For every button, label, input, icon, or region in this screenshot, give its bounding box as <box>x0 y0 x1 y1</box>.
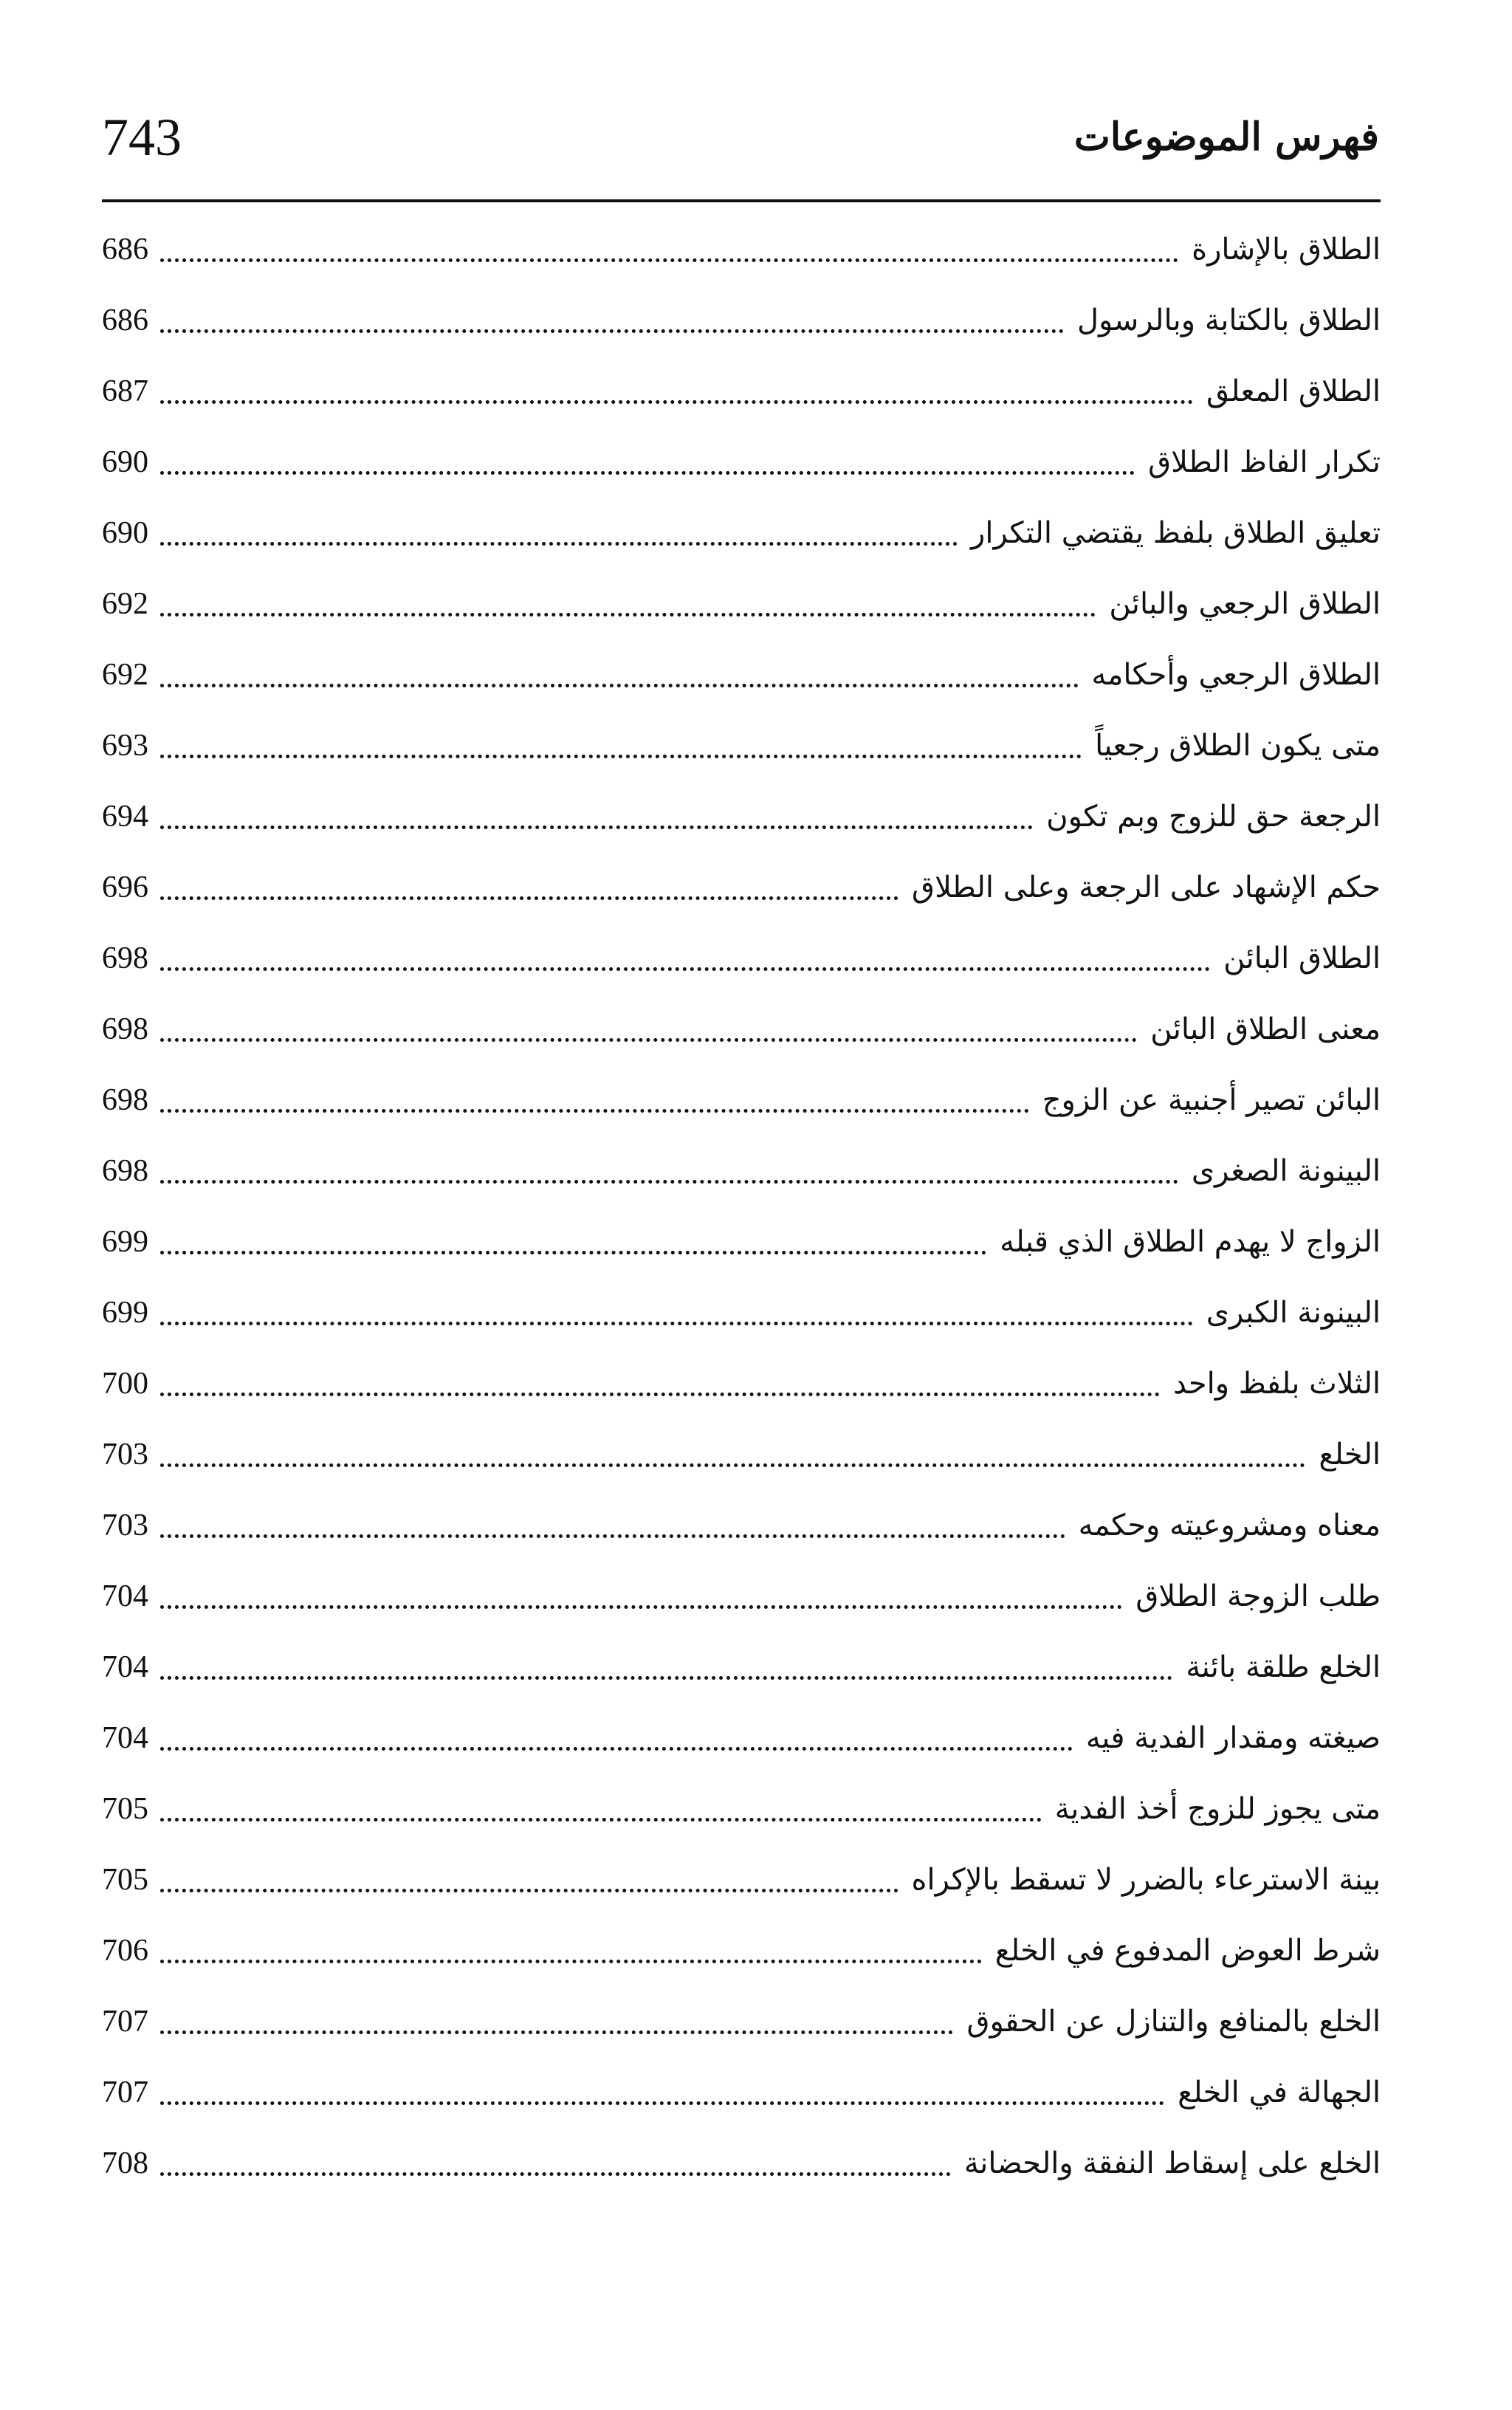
toc-entry-title: الخلع طلقة بائنة <box>1186 1650 1381 1684</box>
toc-page-number: 692 <box>102 658 148 692</box>
toc-entry <box>102 1986 1381 2057</box>
dot-leader <box>160 1605 1122 1609</box>
toc-entry <box>102 1703 1381 1774</box>
toc-entry <box>102 1561 1381 1632</box>
dot-leader <box>160 755 1082 758</box>
toc-entry-title: حكم الإشهاد على الرجعة وعلى الطلاق <box>912 871 1381 904</box>
toc-entry-title: البينونة الصغرى <box>1191 1154 1381 1188</box>
toc-entry <box>102 2057 1381 2128</box>
dot-leader <box>160 1960 982 1963</box>
toc-entry-title: الرجعة حق للزوج وبم تكون <box>1046 800 1381 834</box>
toc-entry-title: معنى الطلاق البائن <box>1150 1012 1381 1046</box>
toc-page-number: 704 <box>102 1721 148 1755</box>
toc-entry-title: الطلاق البائن <box>1223 941 1381 975</box>
toc-entry <box>102 923 1381 994</box>
toc-entry <box>102 1844 1381 1915</box>
toc-entry <box>102 498 1381 569</box>
toc-entry-title: طلب الزوجة الطلاق <box>1135 1579 1381 1613</box>
dot-leader <box>160 1251 986 1254</box>
toc-entry-title: الثلاث بلفظ واحد <box>1172 1367 1381 1401</box>
toc-page-number: 692 <box>102 587 148 621</box>
dot-leader <box>160 1889 898 1892</box>
toc-entry <box>102 1065 1381 1136</box>
dot-leader <box>160 825 1033 829</box>
toc-entry <box>102 2128 1381 2199</box>
toc-entry <box>102 852 1381 923</box>
dot-leader <box>160 2172 951 2176</box>
dot-leader <box>160 1109 1029 1113</box>
toc-entry-title: الخلع بالمنافع والتنازل عن الحقوق <box>966 2005 1381 2039</box>
toc-entry <box>102 1915 1381 1986</box>
toc-page-number: 694 <box>102 800 148 834</box>
toc-entry-title: الزواج لا يهدم الطلاق الذي قبله <box>1000 1225 1381 1259</box>
toc-page-number: 699 <box>102 1296 148 1330</box>
toc-page-number: 707 <box>102 2076 148 2109</box>
toc-page-number: 698 <box>102 1154 148 1188</box>
toc-page-number: 708 <box>102 2146 148 2180</box>
dot-leader <box>160 1038 1137 1042</box>
toc-entry <box>102 214 1381 285</box>
dot-leader <box>160 471 1135 475</box>
toc-entry <box>102 569 1381 639</box>
toc-entry <box>102 285 1381 356</box>
toc-page-number: 698 <box>102 941 148 975</box>
toc-page-number: 700 <box>102 1367 148 1401</box>
toc-entry-title: الخلع على إسقاط النفقة والحضانة <box>963 2146 1381 2180</box>
dot-leader <box>160 1322 1193 1325</box>
toc-page-number: 706 <box>102 1934 148 1968</box>
dot-leader <box>160 1180 1178 1184</box>
toc-entry-title: البينونة الكبرى <box>1206 1296 1381 1330</box>
toc-entry-title: الخلع <box>1319 1438 1381 1472</box>
toc-page-number: 696 <box>102 871 148 904</box>
dot-leader <box>160 258 1178 262</box>
dot-leader <box>160 1747 1073 1751</box>
dot-leader <box>160 896 898 900</box>
toc-page-number: 705 <box>102 1863 148 1897</box>
toc-entry <box>102 994 1381 1065</box>
toc-page-number: 693 <box>102 729 148 763</box>
toc-page-number: 690 <box>102 516 148 550</box>
dot-leader <box>160 967 1210 971</box>
toc-entry <box>102 1632 1381 1703</box>
toc-entry-title: البائن تصير أجنبية عن الزوج <box>1042 1083 1381 1117</box>
toc-entry-title: الطلاق المعلق <box>1206 374 1381 408</box>
toc-entry <box>102 1419 1381 1490</box>
toc-entry <box>102 1277 1381 1348</box>
dot-leader <box>160 1676 1172 1680</box>
dot-leader <box>160 1534 1065 1538</box>
toc-entry-title: معناه ومشروعيته وحكمه <box>1078 1508 1381 1542</box>
dot-leader <box>160 613 1096 617</box>
toc-page-number: 686 <box>102 233 148 267</box>
toc-entry-title: بينة الاسترعاء بالضرر لا تسقط بالإكراه <box>911 1863 1381 1897</box>
toc-entry-title: الجهالة في الخلع <box>1178 2076 1381 2109</box>
toc-entry <box>102 781 1381 852</box>
toc-page-number: 698 <box>102 1083 148 1117</box>
toc-entry-title: صيغته ومقدار الفدية فيه <box>1085 1721 1381 1755</box>
toc-entry-title: الطلاق الرجعي والبائن <box>1109 587 1381 621</box>
toc-entry-title: الطلاق بالكتابة وبالرسول <box>1076 303 1381 337</box>
toc-entry <box>102 1774 1381 1844</box>
dot-leader <box>160 1463 1305 1467</box>
toc-page-number: 703 <box>102 1438 148 1472</box>
toc-page-number: 686 <box>102 303 148 337</box>
toc-entry-title: تكرار الفاظ الطلاق <box>1148 445 1381 479</box>
toc-page-number: 705 <box>102 1792 148 1826</box>
dot-leader <box>160 400 1193 404</box>
dot-leader <box>160 329 1064 333</box>
dot-leader <box>160 1393 1160 1396</box>
dot-leader <box>160 2101 1164 2105</box>
toc-entry <box>102 639 1381 710</box>
toc-page-number: 707 <box>102 2005 148 2039</box>
toc-entry-title: متى يجوز للزوج أخذ الفدية <box>1054 1792 1381 1826</box>
toc-entry <box>102 427 1381 498</box>
toc-entry <box>102 1206 1381 1277</box>
toc-page-number: 704 <box>102 1650 148 1684</box>
toc-entry-title: الطلاق بالإشارة <box>1192 233 1381 267</box>
toc-page-number: 687 <box>102 374 148 408</box>
toc-page-number: 703 <box>102 1508 148 1542</box>
toc-page-number: 704 <box>102 1579 148 1613</box>
page-title: فهرس الموضوعات <box>1073 114 1379 159</box>
dot-leader <box>160 684 1079 687</box>
toc-entry-title: تعليق الطلاق بلفظ يقتضي التكرار <box>971 516 1381 550</box>
dot-leader <box>160 542 958 546</box>
toc-entry <box>102 1348 1381 1419</box>
toc-page-number: 698 <box>102 1012 148 1046</box>
toc-entry <box>102 1490 1381 1561</box>
toc-page-number: 699 <box>102 1225 148 1259</box>
toc-entry-title: شرط العوض المدفوع في الخلع <box>994 1934 1381 1968</box>
toc-entry <box>102 356 1381 427</box>
page-number: 743 <box>102 108 182 167</box>
dot-leader <box>160 2030 953 2034</box>
table-of-contents <box>102 214 1381 2199</box>
header-divider <box>102 199 1381 202</box>
toc-page-number: 690 <box>102 445 148 479</box>
dot-leader <box>160 1818 1042 1822</box>
toc-entry-title: الطلاق الرجعي وأحكامه <box>1091 658 1381 692</box>
toc-entry-title: متى يكون الطلاق رجعياً <box>1095 729 1381 763</box>
toc-entry <box>102 1136 1381 1206</box>
toc-entry <box>102 710 1381 781</box>
